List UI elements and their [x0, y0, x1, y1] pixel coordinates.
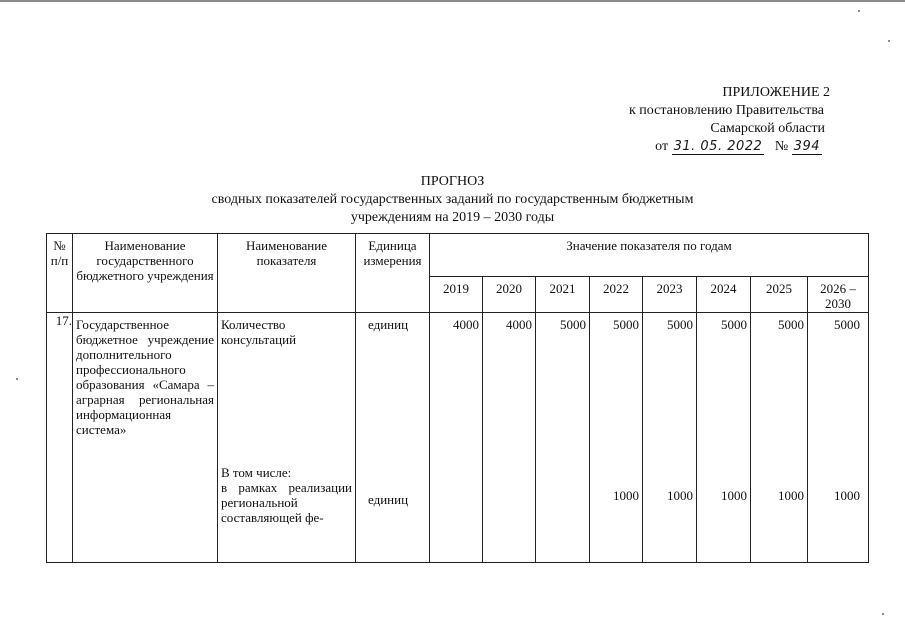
value-cell: 5000 1000 — [808, 313, 869, 563]
scan-edge-line — [0, 0, 905, 2]
indicator-cell — [218, 313, 356, 563]
col-header-no: № п/п — [47, 234, 73, 313]
year-header: 2024 — [697, 277, 751, 313]
value-cell: 4000 — [483, 313, 536, 563]
col-header-institution: Наименование государственного бюджетного учреждения — [73, 234, 218, 313]
appendix-line-2: к постановлению Правительства — [628, 103, 824, 118]
heading-title: ПРОГНОЗ — [420, 174, 485, 189]
value-cell: 4000 — [430, 313, 483, 563]
year-header: 2020 — [483, 277, 536, 313]
value-cell: 5000 1000 — [643, 313, 697, 563]
date-value: 31. 05. 2022 — [673, 139, 763, 154]
heading-line-2: сводных показателей государственных заданий по государственным бюджетным — [211, 192, 694, 207]
date-prefix: от — [655, 139, 669, 154]
value-cell: 5000 1000 — [751, 313, 808, 563]
col-header-indicator: Наименование показателя — [218, 234, 356, 313]
value-cell: 5000 1000 — [697, 313, 751, 563]
forecast-table — [46, 233, 869, 563]
number-value: 394 — [793, 139, 820, 154]
year-header: 2023 — [643, 277, 697, 313]
value-cell: 5000 — [536, 313, 590, 563]
appendix-line-3: Самарской области — [710, 121, 825, 136]
institution-name: Государственное бюджетное учреждение дополнительного профессионального образования «Самара – аграрная региональная информационная система» — [76, 317, 214, 437]
heading-line-3: учреждениям на 2019 – 2030 годы — [350, 210, 555, 225]
unit-value: единиц — [368, 317, 409, 332]
including-label: В том числе: — [221, 465, 292, 480]
scan-speck — [888, 40, 890, 42]
appendix-date-line — [627, 138, 822, 156]
scan-speck — [16, 378, 18, 380]
sub-unit-value: единиц — [368, 492, 409, 507]
scan-speck — [882, 613, 884, 615]
row-number: 17. — [47, 313, 73, 563]
institution-cell — [73, 313, 218, 563]
appendix-block — [627, 84, 830, 156]
number-sign: № — [774, 139, 789, 154]
header-row-1 — [47, 234, 869, 277]
appendix-title: ПРИЛОЖЕНИЕ 2 — [722, 85, 830, 100]
year-header: 2021 — [536, 277, 590, 313]
unit-cell — [356, 313, 430, 563]
indicator-name: Количество консультаций — [221, 317, 297, 347]
year-header: 2019 — [430, 277, 483, 313]
year-header: 2022 — [590, 277, 643, 313]
year-header: 2026 – 2030 — [808, 277, 869, 313]
sub-indicator-name: в рамках реализации региональной составляющей фе- — [221, 480, 352, 525]
year-header: 2025 — [751, 277, 808, 313]
col-header-unit: Единица измерения — [356, 234, 430, 313]
scan-speck — [858, 10, 860, 12]
value-cell: 5000 1000 — [590, 313, 643, 563]
table-row — [47, 313, 869, 563]
col-header-values: Значение показателя по годам — [430, 234, 869, 277]
